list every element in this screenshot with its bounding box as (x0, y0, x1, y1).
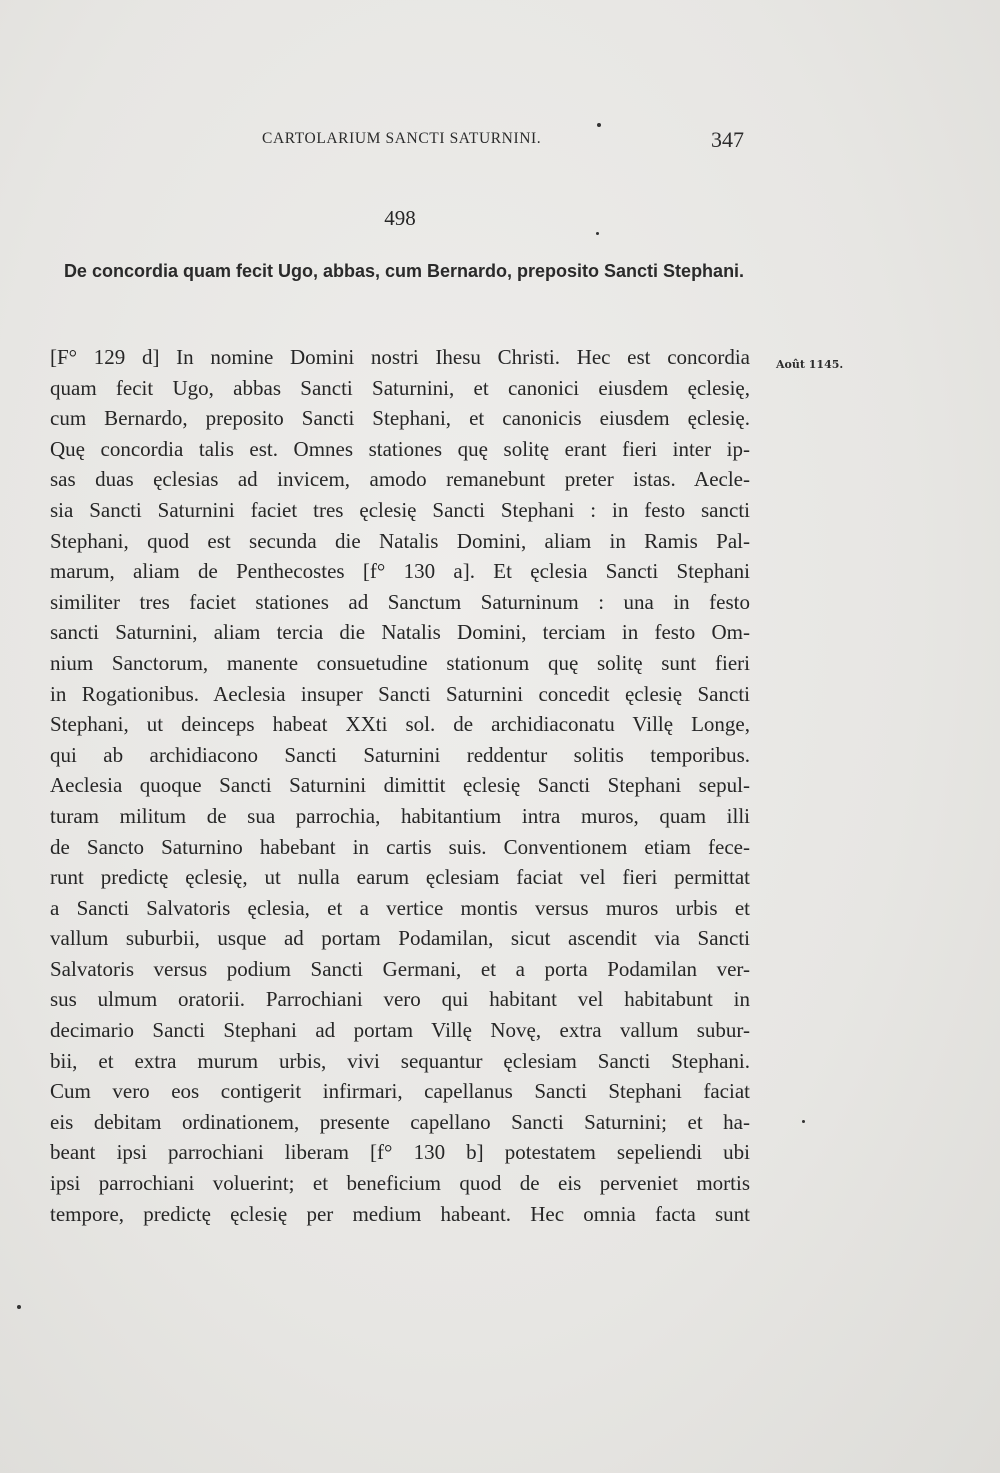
paper-speck (597, 123, 601, 127)
text-line: sus ulmum oratorii. Parrochiani vero qui habitant vel habitabunt in (50, 987, 750, 1012)
text-line: ipsi parrochiani voluerint; et beneficium quod de eis perveniet mortis (50, 1171, 750, 1196)
text-line: similiter tres faciet stationes ad Sanctum Saturninum : una in festo (50, 589, 750, 614)
text-line: decimario Sancti Stephani ad portam Villę Novę, extra vallum subur- (50, 1018, 750, 1043)
text-line: Stephani, ut deinceps habeat XXti sol. de archidiaconatu Villę Longe, (50, 712, 750, 737)
text-line: sas duas ęclesias ad invicem, amodo remanebunt preter istas. Aecle- (50, 467, 750, 492)
text-line: nium Sanctorum, manente consuetudine stationum quę solitę sunt fieri (50, 650, 750, 675)
running-head: CARTOLARIUM SANCTI SATURNINI. (262, 130, 542, 147)
paper-speck (17, 1305, 21, 1309)
text-line: runt predictę ęclesię, ut nulla earum ęclesiam faciat vel fieri permittat (50, 865, 750, 890)
text-line: quam fecit Ugo, abbas Sancti Saturnini, et canonici eiusdem ęclesię, (50, 375, 750, 400)
text-line: de Sancto Saturnino habebant in cartis suis. Conventionem etiam fece- (50, 834, 750, 859)
text-line: eis debitam ordinationem, presente capellano Sancti Saturnini; et ha- (50, 1109, 750, 1134)
text-line: qui ab archidiacono Sancti Saturnini reddentur solitis temporibus. (50, 742, 750, 767)
text-line: [F° 129 d] In nomine Domini nostri Ihesu Christi. Hec est concordia (50, 345, 750, 369)
charter-number-text: 498 (384, 206, 416, 230)
text-line: marum, aliam de Penthecostes [f° 130 a]. Et ęclesia Sancti Stephani (50, 559, 750, 584)
charter-title: De concordia quam fecit Ugo, abbas, cum Bernardo, preposito Sancti Stephani. (63, 261, 745, 281)
text-line: cum Bernardo, preposito Sancti Stephani, et canonicis eiusdem ęclesię. (50, 406, 750, 431)
text-line: turam militum de sua parrochia, habitantium intra muros, quam illi (50, 803, 750, 828)
page-number: 347 (711, 127, 744, 152)
text-line: bii, et extra murum urbis, vivi sequantur ęclesiam Sancti Stephani. (50, 1048, 750, 1073)
text-line: vallum suburbii, usque ad portam Podamilan, sicut ascendit via Sancti (50, 926, 750, 951)
paper-speck (802, 1120, 805, 1123)
text-line: Stephani, quod est secunda die Natalis Domini, aliam in Ramis Pal- (50, 528, 750, 553)
text-line: sia Sancti Saturnini faciet tres ęclesię Sancti Stephani : in festo sancti (50, 497, 750, 522)
charter-number (0, 206, 800, 231)
text-line: beant ipsi parrochiani liberam [f° 130 b] potestatem sepeliendi ubi (50, 1140, 750, 1165)
text-line: tempore, predictę ęclesię per medium habeant. Hec omnia facta sunt (50, 1201, 750, 1226)
text-line: Cum vero eos contigerit infirmari, capellanus Sancti Stephani faciat (50, 1079, 750, 1104)
text-line: in Rogationibus. Aeclesia insuper Sancti Saturnini concedit ęclesię Sancti (50, 681, 750, 706)
margin-date-note: Août 1145. (776, 358, 844, 371)
text-line: Salvatoris versus podium Sancti Germani, et a porta Podamilan ver- (50, 956, 750, 981)
text-line: sancti Saturnini, aliam tercia die Natalis Domini, terciam in festo Om- (50, 620, 750, 645)
charter-body (50, 342, 750, 1229)
text-line: a Sancti Salvatoris ęclesia, et a vertice montis versus muros urbis et (50, 895, 750, 920)
paper-speck (596, 232, 599, 235)
text-line: Aeclesia quoque Sancti Saturnini dimittit ęclesię Sancti Stephani sepul- (50, 773, 750, 798)
text-line: Quę concordia talis est. Omnes stationes quę solitę erant fieri inter ip- (50, 436, 750, 461)
